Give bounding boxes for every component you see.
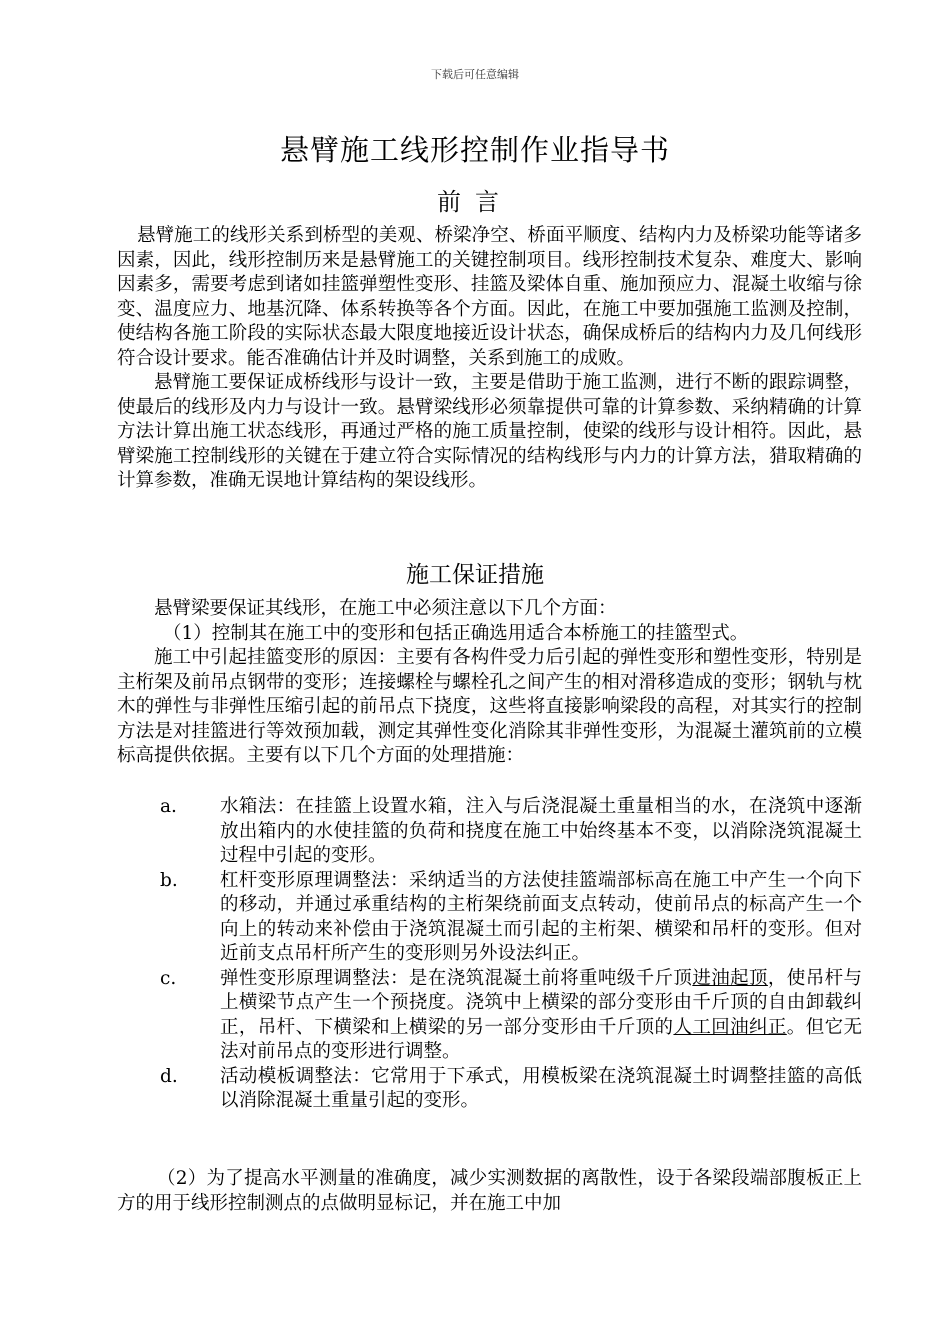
list-item [117, 869, 862, 967]
list-marker: a. [160, 796, 177, 817]
measures-list [117, 795, 862, 1114]
measure-item-1: （1）控制其在施工中的变形和包括正确选用适合本桥施工的挂篮型式。 [163, 622, 749, 644]
list-item-text: 活动模板调整法：它常用于下承式，用模板梁在浇筑混凝土时调整挂篮的高低以消除混凝土重量引起的变形。 [220, 1065, 862, 1111]
document-title: 悬臂施工线形控制作业指导书 [279, 133, 670, 167]
list-item [117, 795, 862, 869]
section-intro: 悬臂梁要保证其线形，在施工中必须注意以下几个方面： [154, 598, 617, 619]
list-item [117, 1065, 862, 1114]
list-item [117, 967, 862, 1065]
list-item-text: 杠杆变形原理调整法：采纳适当的方法使挂篮端部标高在施工中产生一个向下的移动，并通过承重结构的主桁架绕前面支点转动，使前吊点的标高产生一个向上的转动来补偿由于浇筑混凝土而引起的主桁架、横梁和吊杆的变形。但对近前支点吊杆所产生的变形则另外设法纠正。 [220, 869, 862, 964]
preface-paragraph-1: 悬臂施工的线形关系到桥型的美观、桥梁净空、桥面平顺度、结构内力及桥梁功能等诸多因素，因此，线形控制历来是悬臂施工的关键控制项目。线形控制技术复杂、难度大、影响因素多，需要考虑到诸如挂篮弹塑性变形、挂篮及梁体自重、施加预应力、混凝土收缩与徐变、温度应力、地基沉降、体系转换等各个方面。因此，在施工中要加强施工监测及控制，使结构各施工阶段的实际状态最大限度地接近设计状态，确保成桥后的结构内力及几何线形符合设计要求。能否准确估计并及时调整，关系到施工的成败。 [117, 225, 862, 369]
section-continued [117, 1167, 862, 1216]
list-marker: d. [160, 1065, 178, 1087]
preface-body [117, 224, 862, 494]
list-item-text [220, 967, 862, 1065]
text-segment: 。但它无法对前吊点的变形进行调整。 [220, 1016, 862, 1062]
header-note: 下载后可任意编辑 [431, 68, 519, 81]
section-body [117, 597, 862, 769]
preface-paragraph-2: 悬臂施工要保证成桥线形与设计一致，主要是借助于施工监测，进行不断的跟踪调整，使最后的线形及内力与设计一致。悬臂梁线形必须靠提供可靠的计算参数、采纳精确的计算方法计算出施工状态线形，再通过严格的施工质量控制，使梁的线形与设计相符。因此，悬臂梁施工控制线形的关键在于建立符合实际情况的结构线形与内力的计算方法，猎取精确的计算参数，准确无误地计算结构的架设线形。 [117, 372, 862, 491]
text-segment: 弹性变形原理调整法：是在浇筑混凝土前将重吨级千斤顶 [220, 967, 693, 989]
section-heading: 施工保证措施 [406, 562, 544, 588]
text-segment: ，使吊杆与上横梁节点产生一个预挠度。浇筑中上横梁的部分变形由千斤顶的自由卸载纠正，吊杆、下横梁和上横梁的另一部分变形由千斤顶的 [220, 967, 862, 1038]
list-item-text: 水箱法：在挂篮上设置水箱，注入与后浇混凝土重量相当的水，在浇筑中逐渐放出箱内的水使挂篮的负荷和挠度在施工中始终基本不变，以消除浇筑混凝土过程中引起的变形。 [220, 796, 862, 866]
deformation-causes: 施工中引起挂篮变形的原因：主要有各构件受力后引起的弹性变形和塑性变形，特别是主桁架及前吊点钢带的变形；连接螺栓与螺栓孔之间产生的相对滑移造成的变形；钢轨与枕木的弹性与非弹性压缩引起的前吊点下挠度，这些将直接影响梁段的高程，对其实行的控制方法是对挂篮进行等效预加载，测定其弹性变化消除其非弹性变形，为混凝土灌筑前的立模标高提供依据。主要有以下几个方面的处理措施： [117, 647, 862, 766]
list-marker: c. [160, 967, 177, 989]
list-marker: b. [160, 869, 178, 891]
measure-item-2: （2）为了提高水平测量的准确度，减少实测数据的离散性，设于各梁段端部腹板正上方的用于线形控制测点的点做明显标记，并在施工中加 [117, 1168, 862, 1214]
underlined-term: 人工回油纠正 [673, 1016, 787, 1038]
underlined-term: 进油起顶 [692, 967, 768, 989]
preface-heading: 前言 [437, 188, 513, 216]
